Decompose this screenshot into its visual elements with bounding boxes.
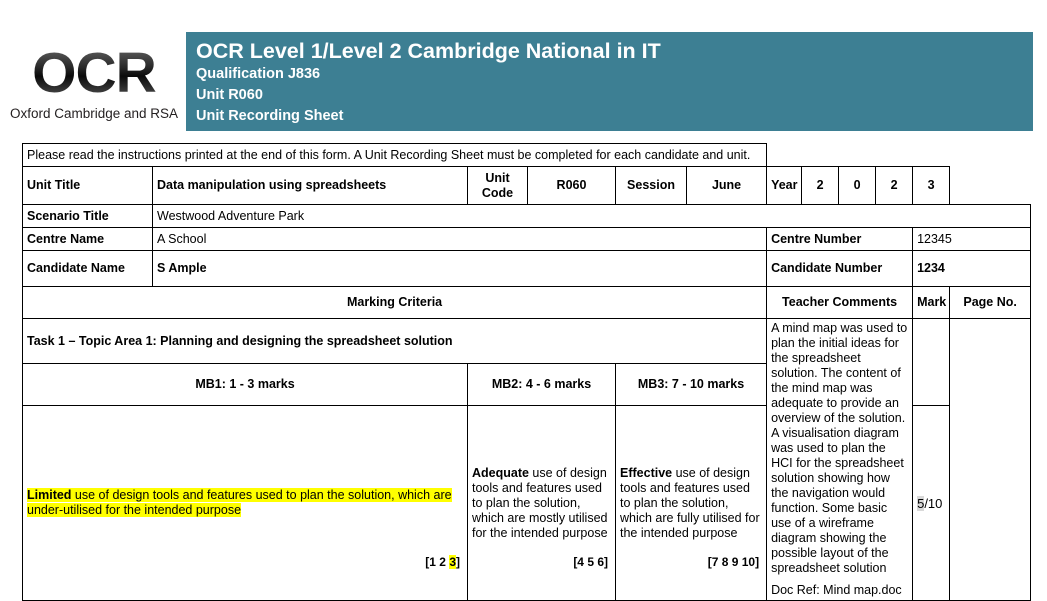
centre-number-label: Centre Number — [767, 228, 913, 251]
banner-sheet-type: Unit Recording Sheet — [196, 108, 344, 124]
mb1-marks-plain: 1 2 — [429, 555, 450, 569]
mark-band-1-header: MB1: 1 - 3 marks — [23, 364, 468, 406]
year-digit-3[interactable]: 2 — [876, 167, 913, 205]
ocr-logo — [8, 42, 180, 121]
year-digit-2[interactable]: 0 — [839, 167, 876, 205]
page-no-cell[interactable] — [950, 319, 1031, 601]
mark-band-2-header: MB2: 4 - 6 marks — [468, 364, 616, 406]
mb1-bracket-open: [ — [425, 555, 430, 569]
mark-out-of: /10 — [924, 495, 943, 511]
unit-title-value[interactable]: Data manipulation using spreadsheets — [153, 167, 468, 205]
criteria-header-row — [23, 287, 1031, 319]
mb3-lead: Effective — [620, 465, 673, 480]
mb2-lead: Adequate — [472, 465, 529, 480]
task-title: Task 1 – Topic Area 1: Planning and designing the spreadsheet solution — [23, 319, 767, 364]
ocr-logo-strapline: Oxford Cambridge and RSA — [9, 106, 179, 121]
scenario-title-row — [23, 205, 1031, 228]
unit-title-row — [23, 167, 1031, 205]
teacher-comments-cell[interactable] — [767, 319, 913, 601]
task-title-row — [23, 319, 1031, 364]
mb3-text: use of design tools and features used to plan the solution, which are fully utilised for the intended purpose — [620, 465, 760, 540]
banner-qualification: Qualification J836 — [196, 66, 321, 82]
candidate-number-value[interactable]: 1234 — [913, 251, 1031, 287]
title-banner — [186, 32, 1033, 131]
mark-entry-cell[interactable] — [913, 319, 950, 406]
instructions-text: Please read the instructions printed at the end of this form. A Unit Recording Sheet must be completed for each candidate and unit. — [23, 144, 767, 167]
mark-band-3-header: MB3: 7 - 10 marks — [616, 364, 767, 406]
centre-name-label: Centre Name — [23, 228, 153, 251]
mark-band-2-descriptor[interactable] — [468, 406, 616, 601]
mb1-lead: Limited — [27, 488, 72, 503]
year-label: Year — [767, 167, 802, 205]
banner-title: OCR Level 1/Level 2 Cambridge National in IT — [196, 39, 661, 63]
session-value[interactable]: June — [687, 167, 767, 205]
mark-header: Mark — [913, 287, 950, 319]
year-digit-1[interactable]: 2 — [802, 167, 839, 205]
candidate-name-row — [23, 251, 1031, 287]
year-digit-4[interactable]: 3 — [913, 167, 950, 205]
candidate-name-label: Candidate Name — [23, 251, 153, 287]
mark-total — [917, 496, 945, 511]
ocr-logo-wordmark: OCR — [8, 42, 180, 104]
mark-band-1-descriptor[interactable] — [23, 406, 468, 601]
mb2-text: use of design tools and features used to plan the solution, which are mostly utilised for the intended purpose — [472, 465, 608, 540]
mb2-mark-options[interactable]: [4 5 6] — [573, 555, 608, 569]
unit-code-label: Unit Code — [468, 167, 528, 205]
banner-unit: Unit R060 — [196, 87, 263, 103]
unit-title-label: Unit Title — [23, 167, 153, 205]
masthead — [0, 0, 1047, 140]
mb1-text: use of design tools and features used to plan the solution, which are under-utilised for the intended purpose — [27, 488, 452, 518]
unit-code-value[interactable]: R060 — [528, 167, 616, 205]
candidate-number-label: Candidate Number — [767, 251, 913, 287]
mb1-bracket-close: ] — [456, 555, 460, 569]
mark-total-cell[interactable] — [913, 406, 950, 601]
recording-sheet-table — [22, 143, 1031, 601]
mark-band-3-descriptor[interactable] — [616, 406, 767, 601]
mb1-mark-selected: 3 — [449, 555, 456, 569]
mb1-mark-options[interactable] — [425, 555, 460, 570]
instructions-row — [23, 144, 1031, 167]
instructions-spacer — [767, 144, 1031, 167]
unit-row-spacer — [950, 167, 1031, 205]
centre-name-row — [23, 228, 1031, 251]
marking-criteria-header: Marking Criteria — [23, 287, 767, 319]
mark-awarded-value[interactable]: 5 — [917, 495, 925, 511]
session-label: Session — [616, 167, 687, 205]
centre-number-value[interactable]: 12345 — [913, 228, 1031, 251]
teacher-comment-body: A mind map was used to plan the initial ideas for the spreadsheet solution. The content of the mind map was adequate to provide an overview of the solution. A visualisation diagram was used to plan the HCI for the spreadsheet solution showing how the navigation would function. Some basic use of a wireframe diagram showing the possible layout of the spreadsheet solution — [771, 321, 908, 575]
mb3-mark-options[interactable]: [7 8 9 10] — [707, 555, 760, 569]
centre-name-value[interactable]: A School — [153, 228, 767, 251]
teacher-comments-header: Teacher Comments — [767, 287, 913, 319]
page-no-header: Page No. — [950, 287, 1031, 319]
scenario-title-value[interactable]: Westwood Adventure Park — [153, 205, 1031, 228]
doc-ref: Doc Ref: Mind map.doc — [771, 583, 902, 597]
candidate-name-value[interactable]: S Ample — [153, 251, 767, 287]
scenario-title-label: Scenario Title — [23, 205, 153, 228]
